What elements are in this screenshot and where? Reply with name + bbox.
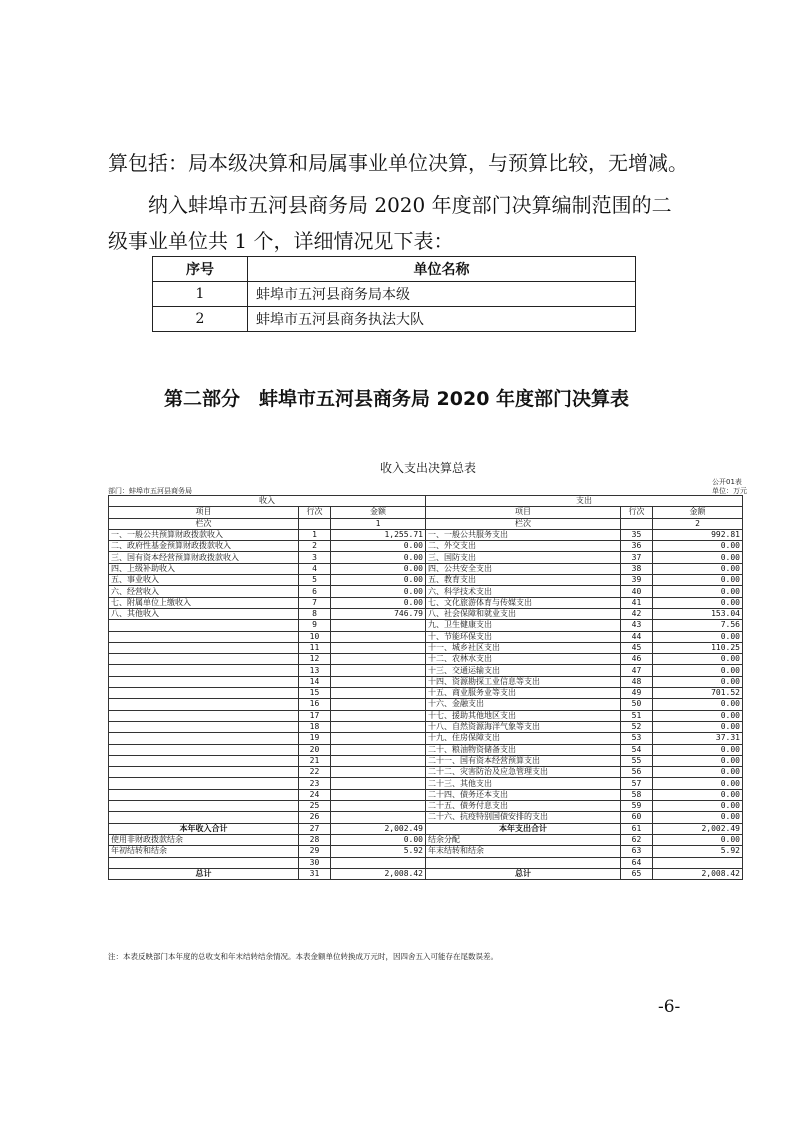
expense-amount: 0.00: [653, 665, 743, 676]
expense-row-no: 59: [621, 801, 653, 812]
expense-amount: 37.31: [653, 733, 743, 744]
expense-item: 四、公共安全支出: [426, 563, 621, 574]
expense-amount: 0.00: [653, 575, 743, 586]
expense-row-no: 43: [621, 620, 653, 631]
income-row-no: 24: [299, 789, 331, 800]
expense-row-no: 35: [621, 529, 653, 540]
income-item: [109, 654, 299, 665]
expense-amount: 0.00: [653, 789, 743, 800]
expense-row-no: 55: [621, 755, 653, 766]
income-row-no: 5: [299, 575, 331, 586]
table-row: [109, 529, 743, 540]
income-item: [109, 721, 299, 732]
expense-item: 十、节能环保支出: [426, 631, 621, 642]
income-item: 四、上级补助收入: [109, 563, 299, 574]
part-title: 第二部分 蚌埠市五河县商务局 2020 年度部门决算表: [163, 388, 630, 410]
income-amount: [331, 631, 426, 642]
expense-row-no: 45: [621, 642, 653, 653]
income-amount: 0.00: [331, 834, 426, 845]
expense-item: 五、教育支出: [426, 575, 621, 586]
finance-table: [108, 495, 743, 880]
income-row-no: 11: [299, 642, 331, 653]
income-amount: [331, 812, 426, 823]
col-header-name: 单位名称: [248, 257, 636, 282]
expense-item: 二十一、国有资本经营预算支出: [426, 755, 621, 766]
expense-row-no: 62: [621, 834, 653, 845]
table-row: [109, 778, 743, 789]
income-seq-value: 1: [331, 518, 426, 529]
income-header: 收入: [109, 496, 426, 507]
income-item: 八、其他收入: [109, 608, 299, 619]
income-row-no: 9: [299, 620, 331, 631]
table-row: [109, 812, 743, 823]
expense-row-no: 57: [621, 778, 653, 789]
expense-row-no: 48: [621, 676, 653, 687]
expense-amount: 0.00: [653, 563, 743, 574]
table-row: [109, 710, 743, 721]
expense-amount: 0.00: [653, 699, 743, 710]
income-item: 一、一般公共预算财政拨款收入: [109, 529, 299, 540]
table-row: [109, 721, 743, 732]
income-amount: [331, 642, 426, 653]
income-row-no: 16: [299, 699, 331, 710]
income-amount: 1,255.71: [331, 529, 426, 540]
table-row: [109, 744, 743, 755]
income-item: [109, 688, 299, 699]
table-row: [109, 665, 743, 676]
expense-amount: 5.92: [653, 846, 743, 857]
income-amount: [331, 789, 426, 800]
income-col-row: 行次: [299, 507, 331, 518]
expense-row-no: 39: [621, 575, 653, 586]
expense-item: 二十六、抗疫特别国债安排的支出: [426, 812, 621, 823]
expense-row-no: 37: [621, 552, 653, 563]
table-row: [109, 699, 743, 710]
income-row-no: 20: [299, 744, 331, 755]
table-row: [109, 654, 743, 665]
expense-col-row: 行次: [621, 507, 653, 518]
income-amount: 0.00: [331, 586, 426, 597]
income-amount: [331, 699, 426, 710]
income-amount: 0.00: [331, 563, 426, 574]
expense-amount: [653, 857, 743, 868]
unit-name: 蚌埠市五河县商务执法大队: [248, 307, 636, 332]
expense-seq-label: 栏次: [426, 518, 621, 529]
income-row-no: 29: [299, 846, 331, 857]
income-item: [109, 812, 299, 823]
expense-item: 十五、商业服务业等支出: [426, 688, 621, 699]
table-row: [109, 563, 743, 574]
income-amount: [331, 688, 426, 699]
income-amount: 0.00: [331, 575, 426, 586]
income-row-no: 31: [299, 868, 331, 879]
unit-label: 单位：万元: [712, 487, 747, 495]
income-amount: [331, 744, 426, 755]
income-row-no: 7: [299, 597, 331, 608]
paragraph-3: 级事业单位共 1 个，详细情况见下表：: [108, 229, 454, 253]
expense-amount: 0.00: [653, 676, 743, 687]
expense-item: 九、卫生健康支出: [426, 620, 621, 631]
expense-col-amount: 金额: [653, 507, 743, 518]
income-item: [109, 801, 299, 812]
table-row: [109, 597, 743, 608]
expense-row-no: 40: [621, 586, 653, 597]
income-amount: 0.00: [331, 597, 426, 608]
expense-row-no: 51: [621, 710, 653, 721]
expense-row-no: 53: [621, 733, 653, 744]
income-item: [109, 857, 299, 868]
income-amount: [331, 654, 426, 665]
dept-label: 部门：蚌埠市五河县商务局: [108, 487, 192, 495]
expense-amount: 0.00: [653, 755, 743, 766]
income-row-no: 30: [299, 857, 331, 868]
expense-row-no: 56: [621, 767, 653, 778]
table-row: [153, 307, 636, 332]
income-amount: [331, 778, 426, 789]
expense-item: 六、科学技术支出: [426, 586, 621, 597]
income-row-no: 22: [299, 767, 331, 778]
expense-item: 结余分配: [426, 834, 621, 845]
expense-row-no: 60: [621, 812, 653, 823]
expense-row-no: 63: [621, 846, 653, 857]
income-amount: [331, 801, 426, 812]
table-row: [109, 642, 743, 653]
income-amount: [331, 721, 426, 732]
income-item: 使用非财政拨款结余: [109, 834, 299, 845]
col-header-num: 序号: [153, 257, 248, 282]
expense-seq-blank: [621, 518, 653, 529]
expense-item: 二十、粮油物资储备支出: [426, 744, 621, 755]
table-row: [109, 846, 743, 857]
expense-item: 七、文化旅游体育与传媒支出: [426, 597, 621, 608]
expense-row-no: 58: [621, 789, 653, 800]
income-seq-blank: [299, 518, 331, 529]
table-note: 注：本表反映部门本年度的总收支和年末结转结余情况。本表金额单位转换成万元时，因四舍五入可能存在尾数误差。: [108, 952, 498, 961]
expense-seq-value: 2: [653, 518, 743, 529]
expense-item: 总计: [426, 868, 621, 879]
expense-amount: 0.00: [653, 801, 743, 812]
expense-item: 二十四、债务还本支出: [426, 789, 621, 800]
table-row: [109, 733, 743, 744]
income-row-no: 23: [299, 778, 331, 789]
income-amount: 0.00: [331, 541, 426, 552]
income-amount: 5.92: [331, 846, 426, 857]
income-row-no: 27: [299, 823, 331, 834]
page-number: -6-: [658, 997, 681, 1017]
income-item: 七、附属单位上缴收入: [109, 597, 299, 608]
income-col-item: 项目: [109, 507, 299, 518]
income-row-no: 15: [299, 688, 331, 699]
table-row: [109, 586, 743, 597]
expense-amount: 0.00: [653, 710, 743, 721]
income-amount: [331, 857, 426, 868]
income-col-amount: 金额: [331, 507, 426, 518]
expense-amount: 153.04: [653, 608, 743, 619]
expense-amount: 0.00: [653, 631, 743, 642]
income-item: [109, 744, 299, 755]
income-row-no: 3: [299, 552, 331, 563]
income-item: [109, 789, 299, 800]
expense-row-no: 38: [621, 563, 653, 574]
expense-amount: 7.56: [653, 620, 743, 631]
table-row: [109, 834, 743, 845]
table-row: [109, 801, 743, 812]
table-row: [109, 755, 743, 766]
income-row-no: 6: [299, 586, 331, 597]
income-amount: 0.00: [331, 552, 426, 563]
expense-amount: 110.25: [653, 642, 743, 653]
income-item: 六、经营收入: [109, 586, 299, 597]
income-amount: 2,008.42: [331, 868, 426, 879]
income-row-no: 18: [299, 721, 331, 732]
expense-row-no: 44: [621, 631, 653, 642]
income-row-no: 17: [299, 710, 331, 721]
income-amount: [331, 665, 426, 676]
expense-header: 支出: [426, 496, 743, 507]
expense-row-no: 52: [621, 721, 653, 732]
table-row: [153, 282, 636, 307]
expense-row-no: 36: [621, 541, 653, 552]
expense-row-no: 64: [621, 857, 653, 868]
expense-amount: 2,002.49: [653, 823, 743, 834]
expense-amount: 0.00: [653, 552, 743, 563]
income-row-no: 19: [299, 733, 331, 744]
expense-item: 十三、交通运输支出: [426, 665, 621, 676]
expense-amount: 0.00: [653, 812, 743, 823]
expense-item: 八、社会保障和就业支出: [426, 608, 621, 619]
expense-row-no: 41: [621, 597, 653, 608]
table-row: [109, 608, 743, 619]
table-row: [109, 620, 743, 631]
expense-amount: 0.00: [653, 767, 743, 778]
table-row: [109, 789, 743, 800]
table-row: [109, 631, 743, 642]
expense-row-no: 47: [621, 665, 653, 676]
income-amount: [331, 767, 426, 778]
income-row-no: 8: [299, 608, 331, 619]
unit-num: 2: [153, 307, 248, 332]
expense-amount: 0.00: [653, 541, 743, 552]
expense-amount: 2,008.42: [653, 868, 743, 879]
expense-amount: 0.00: [653, 744, 743, 755]
expense-item: 十二、农林水支出: [426, 654, 621, 665]
income-item: 总计: [109, 868, 299, 879]
table-row: [109, 857, 743, 868]
expense-item: 二、外交支出: [426, 541, 621, 552]
income-row-no: 12: [299, 654, 331, 665]
table-row: [109, 823, 743, 834]
expense-item: 二十五、债务付息支出: [426, 801, 621, 812]
income-item: [109, 676, 299, 687]
expense-item: 本年支出合计: [426, 823, 621, 834]
income-item: [109, 665, 299, 676]
expense-item: 十四、资源勘探工业信息等支出: [426, 676, 621, 687]
income-item: [109, 755, 299, 766]
expense-amount: 0.00: [653, 654, 743, 665]
income-item: 年初结转和结余: [109, 846, 299, 857]
expense-row-no: 50: [621, 699, 653, 710]
expense-item: 十一、城乡社区支出: [426, 642, 621, 653]
expense-item: 十六、金融支出: [426, 699, 621, 710]
income-item: [109, 733, 299, 744]
expense-row-no: 42: [621, 608, 653, 619]
expense-item: 十九、住房保障支出: [426, 733, 621, 744]
income-item: 五、事业收入: [109, 575, 299, 586]
expense-item: 十八、自然资源海洋气象等支出: [426, 721, 621, 732]
income-seq-label: 栏次: [109, 518, 299, 529]
income-item: 本年收入合计: [109, 823, 299, 834]
expense-amount: 0.00: [653, 778, 743, 789]
income-amount: 746.79: [331, 608, 426, 619]
expense-col-item: 项目: [426, 507, 621, 518]
unit-name: 蚌埠市五河县商务局本级: [248, 282, 636, 307]
expense-row-no: 61: [621, 823, 653, 834]
income-item: [109, 767, 299, 778]
paragraph-2: 纳入蚌埠市五河县商务局 2020 年度部门决算编制范围的二: [148, 193, 672, 217]
expense-row-no: 49: [621, 688, 653, 699]
table-row: [109, 868, 743, 879]
income-item: [109, 620, 299, 631]
income-item: [109, 642, 299, 653]
expense-row-no: 46: [621, 654, 653, 665]
expense-row-no: 54: [621, 744, 653, 755]
income-row-no: 10: [299, 631, 331, 642]
expense-item: 年末结转和结余: [426, 846, 621, 857]
expense-item: 十七、援助其他地区支出: [426, 710, 621, 721]
income-row-no: 21: [299, 755, 331, 766]
expense-amount: 0.00: [653, 586, 743, 597]
expense-item: [426, 857, 621, 868]
income-row-no: 26: [299, 812, 331, 823]
income-item: [109, 631, 299, 642]
form-code: 公开01表: [712, 478, 742, 486]
income-amount: [331, 620, 426, 631]
income-amount: [331, 755, 426, 766]
income-item: [109, 778, 299, 789]
table-row: [109, 541, 743, 552]
income-amount: [331, 710, 426, 721]
income-row-no: 1: [299, 529, 331, 540]
expense-item: 一、一般公共服务支出: [426, 529, 621, 540]
sheet-title: 收入支出决算总表: [379, 461, 476, 475]
table-row: [109, 767, 743, 778]
table-row: [109, 676, 743, 687]
expense-row-no: 65: [621, 868, 653, 879]
expense-item: 二十三、其他支出: [426, 778, 621, 789]
table-row: [109, 552, 743, 563]
paragraph-1: 算包括：局本级决算和局属事业单位决算，与预算比较，无增减。: [108, 151, 688, 175]
income-row-no: 13: [299, 665, 331, 676]
income-amount: 2,002.49: [331, 823, 426, 834]
income-amount: [331, 733, 426, 744]
table-row: [109, 575, 743, 586]
income-item: [109, 710, 299, 721]
expense-amount: 0.00: [653, 597, 743, 608]
income-row-no: 25: [299, 801, 331, 812]
income-item: 二、政府性基金预算财政拨款收入: [109, 541, 299, 552]
income-amount: [331, 676, 426, 687]
income-row-no: 28: [299, 834, 331, 845]
table-row: [109, 688, 743, 699]
income-item: [109, 699, 299, 710]
expense-item: 三、国防支出: [426, 552, 621, 563]
income-row-no: 14: [299, 676, 331, 687]
income-row-no: 2: [299, 541, 331, 552]
unit-num: 1: [153, 282, 248, 307]
expense-amount: 0.00: [653, 721, 743, 732]
expense-amount: 0.00: [653, 834, 743, 845]
unit-table: [152, 256, 636, 332]
income-item: 三、国有资本经营预算财政拨款收入: [109, 552, 299, 563]
expense-amount: 701.52: [653, 688, 743, 699]
expense-item: 二十二、灾害防治及应急管理支出: [426, 767, 621, 778]
expense-amount: 992.81: [653, 529, 743, 540]
income-row-no: 4: [299, 563, 331, 574]
